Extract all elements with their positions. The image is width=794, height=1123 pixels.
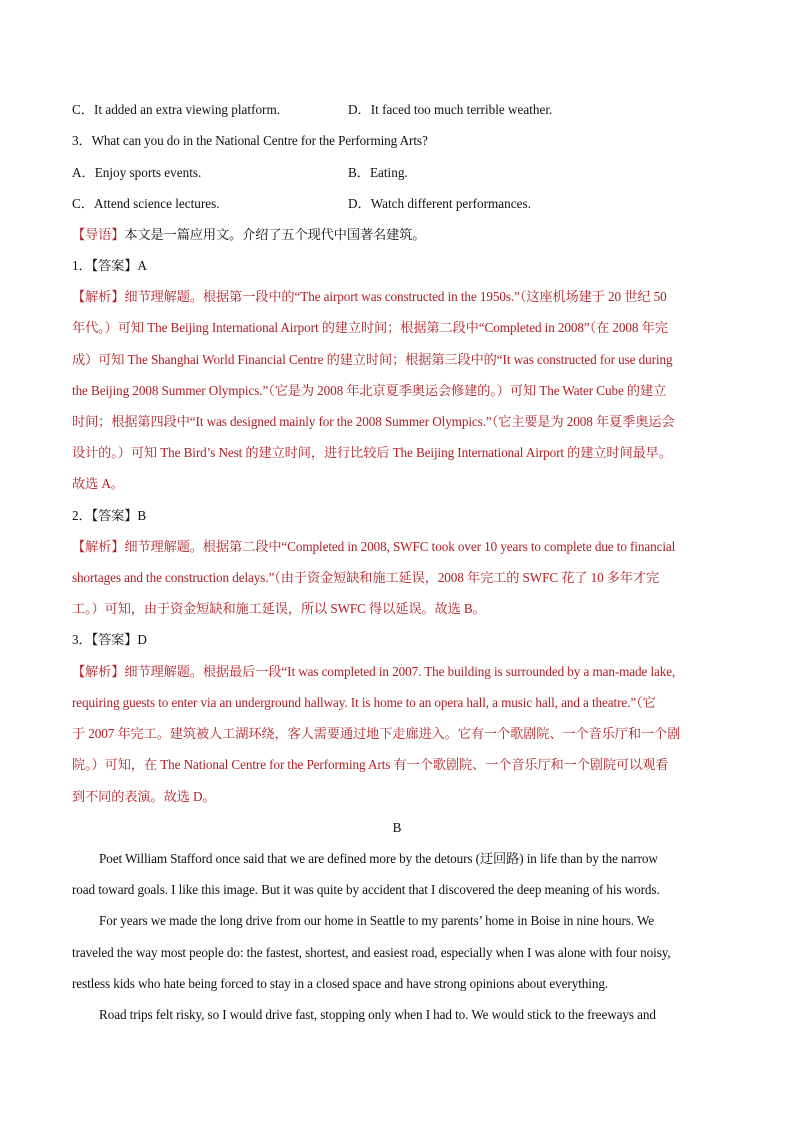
answer3-line-3: 于 2007 年完工。建筑被人工湖环绕，客人需要通过地下走廊进入。它有一个歌剧院、一个音乐厅和一个剧	[72, 726, 681, 741]
answer1-line-6: 设计的。）可知 The Bird’s Nest 的建立时间，进行比较后 The Beijing International Airport 的建立时间最早。	[72, 445, 672, 460]
answer3-line-4: 院。）可知，在 The National Centre for the Performing Arts 有一个歌剧院、一个音乐厅和一个剧院可以观看	[72, 757, 669, 772]
answer1-line-5: 时间；根据第四段中“It was designed mainly for the 2008 Summer Olympics.”（它主要是为 2008 年夏季奥运会	[72, 414, 675, 429]
q3-option-b: B．Eating.	[348, 165, 408, 180]
answer1-tag: 【解析】	[72, 289, 125, 304]
answer1-line-3: 成）可知 The Shanghai World Financial Centre 的建立时间；根据第三段中的“It was constructed for use during	[72, 352, 673, 367]
passage-p2-line-3: restless kids who hate being forced to stay in a closed space and have strong opinions about everything.	[72, 976, 609, 991]
answer2-line-2: shortages and the construction delays.”（由于资金短缺和施工延误，2008 年完工的 SWFC 花了 10 多年才完	[72, 570, 660, 585]
answer2-line-1	[72, 537, 722, 557]
answer1-line-7: 故选 A。	[72, 476, 124, 491]
answer2-label: 2．【答案】B	[72, 508, 147, 523]
answer1-line-4: the Beijing 2008 Summer Olympics.”（它是为 2008 年北京夏季奥运会修建的。）可知 The Water Cube 的建立	[72, 383, 667, 398]
answer1-line-1-text: 细节理解题。根据第一段中的“The airport was constructed in the 1950s.”（这座机场建于 20 世纪 50	[124, 289, 667, 304]
q2-option-d: D．It faced too much terrible weather.	[348, 102, 553, 117]
answer2-tag: 【解析】	[72, 539, 125, 554]
q3-option-a: A．Enjoy sports events.	[72, 165, 202, 180]
answer1-line-2: 年代。）可知 The Beijing International Airport 的建立时间；根据第二段中“Completed in 2008”（在 2008 年完	[72, 320, 668, 335]
answer3-line-5: 到不同的表演。故选 D。	[72, 789, 216, 804]
answer1-label: 1．【答案】A	[72, 258, 147, 273]
answer3-label: 3．【答案】D	[72, 632, 147, 647]
passage-p2-line-1: For years we made the long drive from our home in Seattle to my parents’ home in Boise in nine hours. We	[99, 913, 654, 928]
q3-option-c: C．Attend science lectures.	[72, 196, 220, 211]
answer3-line-1-text: 细节理解题。根据最后一段“It was completed in 2007. The building is surrounded by a man-made lake,	[124, 664, 676, 679]
answer3-line-2: requiring guests to enter via an underground hallway. It is home to an opera hall, a music hall, and a theatre.”（它	[72, 695, 656, 710]
answer2-line-1-text: 细节理解题。根据第二段中“Completed in 2008, SWFC took over 10 years to complete due to financial	[124, 539, 676, 554]
passage-p1-line-2: road toward goals. I like this image. But it was quite by accident that I discovered the deep meaning of his words.	[72, 882, 660, 897]
passage-p2-line-2: traveled the way most people do: the fastest, shortest, and easiest road, especially when I was alone with four noisy,	[72, 945, 671, 960]
q2-option-c: C．It added an extra viewing platform.	[72, 102, 281, 117]
answer3-tag: 【解析】	[72, 664, 125, 679]
answer1-line-1	[72, 287, 722, 307]
q3-stem: 3．What can you do in the National Centre for the Performing Arts?	[72, 133, 428, 148]
section-b-heading: B	[392, 820, 402, 835]
answer2-line-3: 工。）可知，由于资金短缺和施工延误，所以 SWFC 得以延误。故选 B。	[72, 601, 486, 616]
q3-option-d: D．Watch different performances.	[348, 196, 531, 211]
passage-p1-line-1: Poet William Stafford once said that we are defined more by the detours (迂回路) in life than by the narrow	[99, 851, 658, 866]
passage-p3-line-1: Road trips felt risky, so I would drive fast, stopping only when I had to. We would stick to the freeways and	[99, 1007, 656, 1022]
answer3-line-1	[72, 662, 722, 682]
guide-tag: 【导语】	[72, 227, 125, 242]
guide-text: 本文是一篇应用文。介绍了五个现代中国著名建筑。	[124, 227, 426, 242]
guide-line	[72, 225, 722, 245]
